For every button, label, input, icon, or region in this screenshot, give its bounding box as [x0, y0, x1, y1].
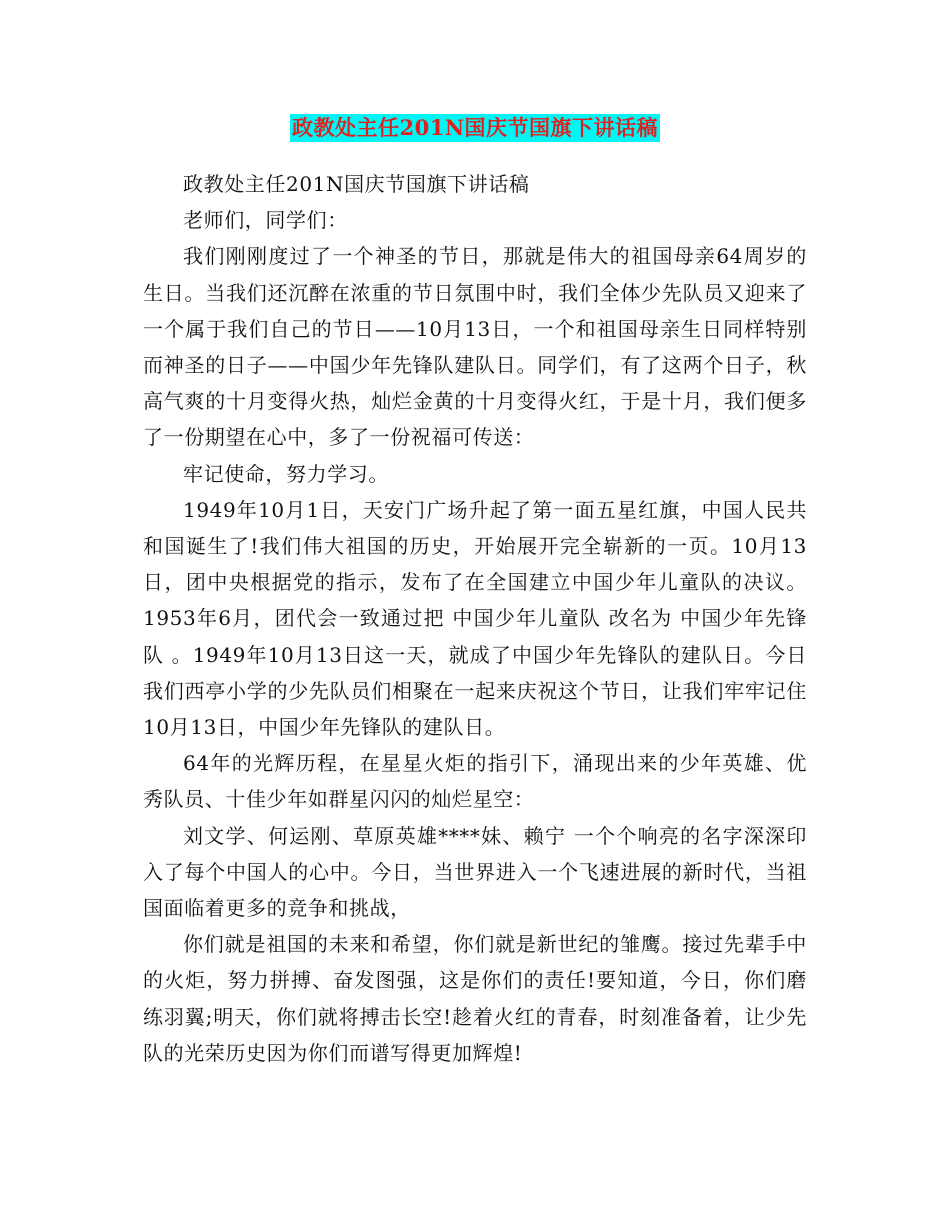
paragraph: 刘文学、何运刚、草原英雄****妹、赖宁 一个个响亮的名字深深印入了每个中国人的心中。今日，当世界进入一个飞速进展的新时代，当祖国面临着更多的竞争和挑战，	[143, 823, 807, 921]
paragraph: 牢记使命，努力学习。	[183, 461, 389, 486]
paragraph: 我们刚刚度过了一个神圣的节日，那就是伟大的祖国母亲64周岁的生日。当我们还沉醉在浓重的节日氛围中时，我们全体少先队员又迎来了一个属于我们自己的节日——10月13日，一个和祖国母亲生日同样特别而神圣的日子——中国少年先锋队建队日。同学们，有了这两个日子，秋高气爽的十月变得火热，灿烂金黄的十月变得火红，于是十月，我们便多了一份期望在心中，多了一份祝福可传送：	[143, 244, 807, 450]
document-title: 政教处主任201N国庆节国旗下讲话稿	[291, 115, 659, 140]
paragraph-subtitle: 政教处主任201N国庆节国旗下讲话稿	[183, 172, 530, 196]
title-container	[0, 114, 950, 142]
paragraph: 64年的光辉历程，在星星火炬的指引下，涌现出来的少年英雄、优秀队员、十佳少年如群星闪闪的灿烂星空：	[143, 751, 807, 812]
document-body	[143, 166, 807, 1071]
paragraph: 1949年10月1日，天安门广场升起了第一面五星红旗，中国人民共和国诞生了!我们伟大祖国的历史，开始展开完全崭新的一页。10月13日，团中央根据党的指示，发布了在全国建立中国少年儿童队的决议。1953年6月，团代会一致通过把 中国少年儿童队 改名为 中国少年先锋队 。1949年10月13日这一天，就成了中国少年先锋队的建队日。今日我们西亭小学的少先队员们相聚在一起来庆祝这个节日，让我们牢牢记住10月13日，中国少年先锋队的建队日。	[143, 497, 807, 740]
paragraph-greeting: 老师们，同学们：	[183, 208, 348, 233]
paragraph: 你们就是祖国的未来和希望，你们就是新世纪的雏鹰。接过先辈手中的火炬，努力拼搏、奋发图强，这是你们的责任!要知道，今日，你们磨练羽翼;明天，你们就将搏击长空!趁着火红的青春，时刻准备着，让少先队的光荣历史因为你们而谱写得更加辉煌!	[143, 932, 807, 1065]
